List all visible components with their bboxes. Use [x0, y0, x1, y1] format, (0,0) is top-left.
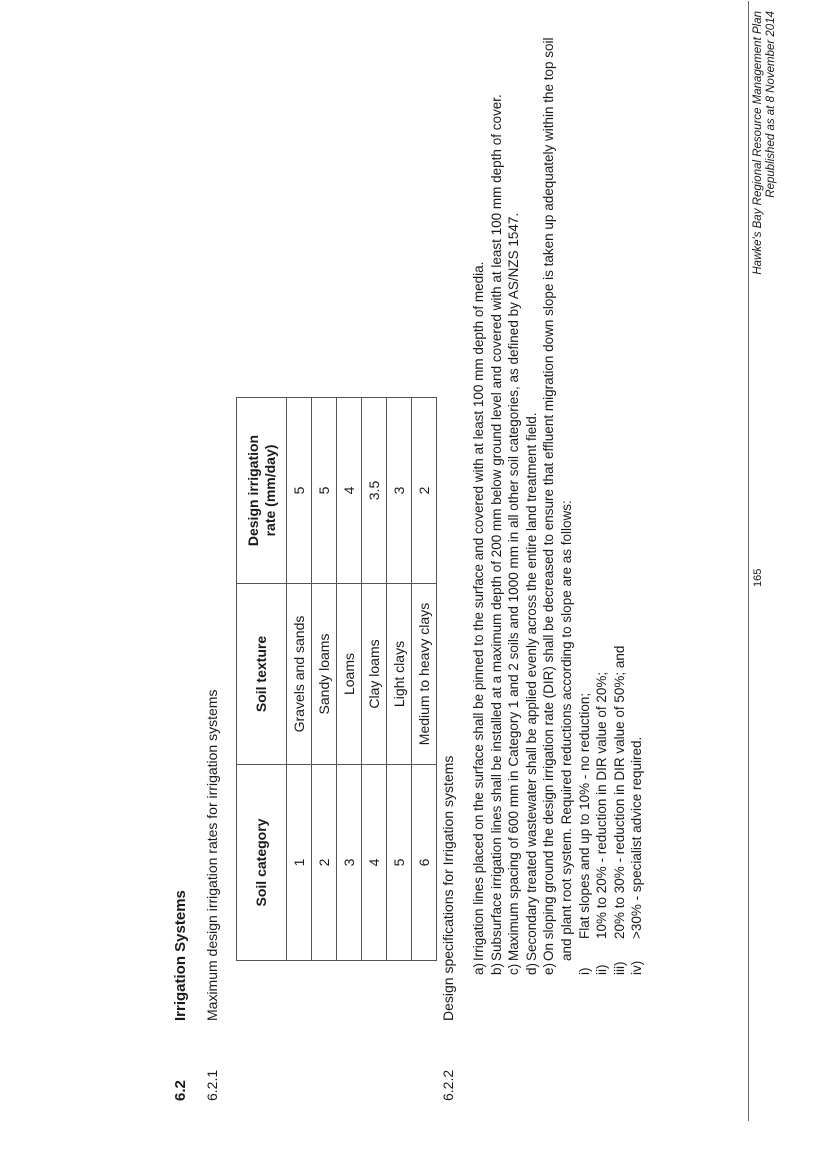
cell-soil-category: 5 — [387, 765, 412, 961]
subsection-6-2-1-title: Maximum design irrigation rates for irrigation systems — [204, 689, 220, 1021]
slope-reductions-list — [576, 35, 646, 975]
sub-list-item-text: 20% to 30% - reduction in DIR value of 50%; and — [611, 645, 627, 939]
list-item-text: Secondary treated wastewater shall be applied evenly across the entire land treatment field. — [523, 412, 539, 961]
cell-irrigation-rate: 5 — [312, 398, 337, 584]
sub-list-item-text: 10% to 20% - reduction in DIR value of 20%; — [594, 671, 610, 939]
list-marker: b) — [488, 962, 504, 975]
table-row — [337, 398, 362, 961]
cell-soil-texture: Gravels and sands — [287, 584, 312, 765]
section-number: 6.2 — [172, 1080, 189, 1101]
sub-list-marker: iii) — [611, 961, 627, 975]
table-header-row — [237, 398, 287, 961]
sub-list-marker: i) — [576, 967, 592, 975]
table-row — [287, 398, 312, 961]
cell-soil-category: 3 — [337, 765, 362, 961]
section-title: Irrigation Systems — [172, 890, 189, 1021]
cell-irrigation-rate: 3 — [387, 398, 412, 584]
table-row — [362, 398, 387, 961]
cell-soil-texture: Medium to heavy clays — [412, 584, 437, 765]
list-item-text: Irrigation lines placed on the surface shall be pinned to the surface and covered with at least 100 mm depth of media. — [471, 261, 486, 961]
list-item — [540, 35, 646, 975]
sub-list-marker: iv) — [629, 960, 645, 975]
sub-list-item-text: Flat slopes and up to 10% - no reduction; — [576, 692, 592, 939]
list-marker: a) — [471, 962, 486, 975]
list-marker: c) — [506, 963, 522, 975]
header-soil-texture: Soil texture — [237, 584, 287, 765]
cell-soil-category: 2 — [312, 765, 337, 961]
cell-soil-texture: Sandy loams — [312, 584, 337, 765]
cell-irrigation-rate: 5 — [287, 398, 312, 584]
table-row — [412, 398, 437, 961]
table-row — [312, 398, 337, 961]
cell-soil-texture: Loams — [337, 584, 362, 765]
header-soil-category: Soil category — [237, 765, 287, 961]
footer-republished-date: Republished as at 8 November 2014 — [765, 11, 777, 198]
footer-text — [752, 11, 778, 381]
list-item-text: Subsurface irrigation lines shall be installed at a maximum depth of 200 mm below ground level and covered with at least 100 mm depth of cover. — [488, 94, 504, 961]
list-item-text: On sloping ground the design irrigation rate (DIR) shall be decreased to ensure that effluent migration down slope is taken up adequately within the top soil and plant root system. Required reductions according to slope are as follows: — [541, 37, 574, 961]
list-item — [523, 35, 541, 975]
sub-list-marker: ii) — [594, 964, 610, 975]
table-row — [387, 398, 412, 961]
list-item-text: Maximum spacing of 600 mm in Category 1 and 2 soils and 1000 mm in all other soil categories, as defined by AS/NZS 1547. — [506, 212, 522, 961]
cell-irrigation-rate: 4 — [337, 398, 362, 584]
subsection-6-2-2-number: 6.2.2 — [440, 1069, 456, 1101]
list-item — [470, 35, 488, 975]
sub-list-item — [628, 35, 646, 975]
header-design-irrigation-rate: Design irrigation rate (mm/day) — [237, 398, 287, 584]
cell-soil-category: 6 — [412, 765, 437, 961]
sub-list-item — [576, 35, 594, 975]
sub-list-item — [593, 35, 611, 975]
page-number: 165 — [752, 568, 764, 587]
footer-plan-title: Hawke's Bay Regional Resource Management Plan — [752, 11, 764, 275]
sub-list-item — [611, 35, 629, 975]
list-item — [488, 35, 506, 975]
list-marker: d) — [523, 962, 539, 975]
sub-list-item-text: >30% - specialist advice required. — [629, 736, 645, 939]
list-item — [505, 35, 523, 975]
cell-irrigation-rate: 3.5 — [362, 398, 387, 584]
footer-rule — [748, 1, 749, 1121]
cell-soil-texture: Clay loams — [362, 584, 387, 765]
irrigation-rates-table — [236, 397, 437, 961]
design-specifications-list — [470, 35, 646, 975]
subsection-6-2-1-number: 6.2.1 — [204, 1069, 220, 1101]
list-marker: e) — [541, 962, 557, 975]
cell-soil-category: 1 — [287, 765, 312, 961]
cell-soil-category: 4 — [362, 765, 387, 961]
cell-irrigation-rate: 2 — [412, 398, 437, 584]
cell-soil-texture: Light clays — [387, 584, 412, 765]
subsection-6-2-2-title: Design specifications for Irrigation systems — [440, 755, 456, 1021]
